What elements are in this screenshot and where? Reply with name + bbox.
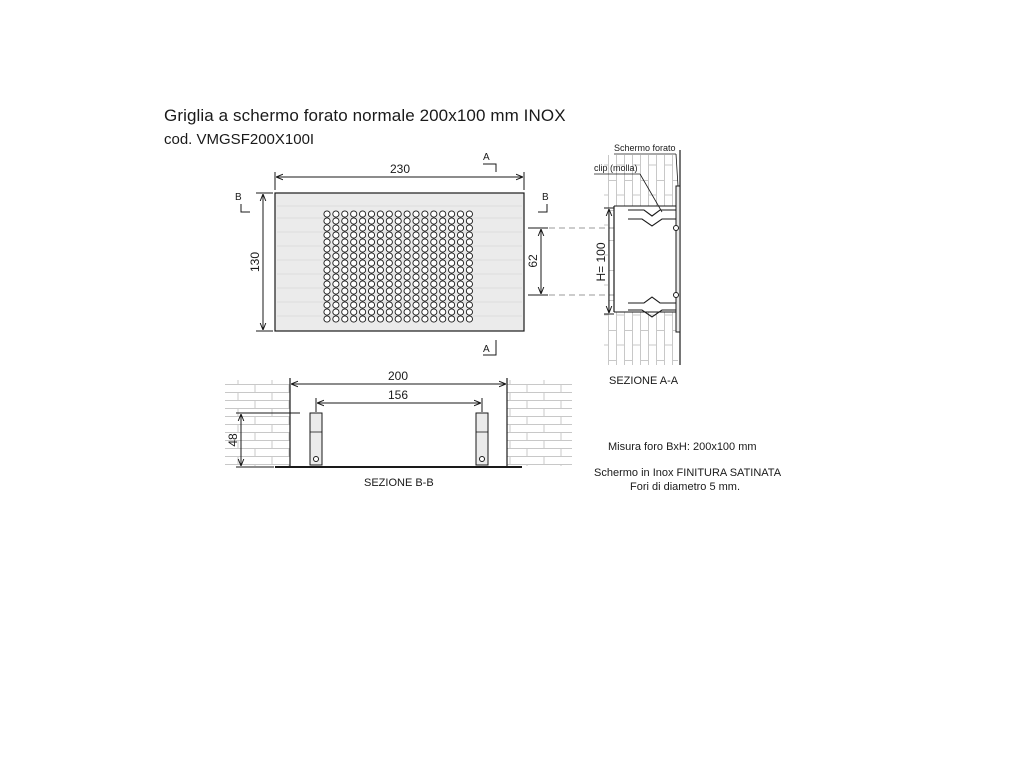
- perforation-hole: [413, 232, 419, 238]
- perforation-hole: [457, 211, 463, 217]
- section-mark-a-top: A: [483, 152, 490, 163]
- perforation-hole: [457, 281, 463, 287]
- section-bb: [225, 369, 572, 489]
- perforation-hole: [324, 274, 330, 280]
- perforation-hole: [395, 274, 401, 280]
- caption-section-aa: SEZIONE A-A: [609, 375, 679, 387]
- perforation-hole: [351, 309, 357, 315]
- perforation-hole: [395, 260, 401, 266]
- perforation-hole: [360, 260, 366, 266]
- perforation-hole: [386, 232, 392, 238]
- perforation-hole: [457, 267, 463, 273]
- perforation-hole: [466, 281, 472, 287]
- perforation-hole: [449, 225, 455, 231]
- perforation-hole: [333, 239, 339, 245]
- screen-plate: [676, 186, 680, 332]
- perforation-hole: [324, 211, 330, 217]
- perforation-hole: [351, 295, 357, 301]
- perforation-hole: [386, 225, 392, 231]
- perforation-hole: [324, 232, 330, 238]
- perforation-hole: [333, 302, 339, 308]
- perforation-hole: [342, 225, 348, 231]
- perforation-hole: [440, 316, 446, 322]
- perforation-hole: [386, 274, 392, 280]
- perforation-hole: [466, 239, 472, 245]
- perforation-hole: [395, 239, 401, 245]
- perforation-hole: [457, 246, 463, 252]
- perforation-hole: [386, 260, 392, 266]
- perforation-hole: [431, 253, 437, 259]
- perforation-hole: [466, 225, 472, 231]
- perforation-hole: [368, 246, 374, 252]
- perforation-hole: [351, 302, 357, 308]
- perforation-hole: [404, 281, 410, 287]
- perforation-hole: [360, 316, 366, 322]
- perforation-hole: [395, 281, 401, 287]
- perforation-hole: [431, 288, 437, 294]
- perforation-hole: [386, 253, 392, 259]
- perforation-hole: [324, 260, 330, 266]
- perforation-hole: [431, 267, 437, 273]
- perforation-hole: [395, 267, 401, 273]
- perforation-hole: [457, 295, 463, 301]
- perforation-hole: [351, 316, 357, 322]
- perforation-hole: [422, 316, 428, 322]
- perforation-hole: [342, 302, 348, 308]
- perforation-hole: [457, 218, 463, 224]
- perforation-hole: [431, 274, 437, 280]
- perforation-hole: [404, 288, 410, 294]
- perforation-hole: [386, 309, 392, 315]
- perforation-hole: [466, 295, 472, 301]
- perforation-hole: [386, 218, 392, 224]
- perforation-hole: [422, 267, 428, 273]
- perforation-hole: [386, 302, 392, 308]
- perforation-hole: [404, 295, 410, 301]
- perforation-hole: [368, 239, 374, 245]
- perforation-hole: [368, 232, 374, 238]
- perforation-hole: [395, 218, 401, 224]
- caption-section-bb: SEZIONE B-B: [364, 477, 434, 489]
- perforation-hole: [449, 302, 455, 308]
- perforation-hole: [342, 281, 348, 287]
- perforation-hole: [333, 288, 339, 294]
- perforation-hole: [413, 239, 419, 245]
- perforation-hole: [422, 281, 428, 287]
- perforation-hole: [449, 316, 455, 322]
- perforation-hole: [324, 253, 330, 259]
- perforation-hole: [395, 225, 401, 231]
- label-clip: clip (molla): [594, 163, 638, 173]
- perforation-hole: [324, 288, 330, 294]
- perforation-hole: [413, 218, 419, 224]
- perforation-hole: [377, 260, 383, 266]
- perforation-hole: [342, 211, 348, 217]
- perforation-hole: [413, 253, 419, 259]
- perforation-hole: [368, 309, 374, 315]
- perforation-hole: [404, 239, 410, 245]
- perforation-hole: [422, 309, 428, 315]
- notes: [594, 441, 782, 493]
- perforation-hole: [404, 302, 410, 308]
- perforation-hole: [351, 281, 357, 287]
- perforation-hole: [368, 281, 374, 287]
- perforation-hole: [404, 246, 410, 252]
- perforation-hole: [342, 267, 348, 273]
- perforation-hole: [360, 274, 366, 280]
- perforation-hole: [457, 288, 463, 294]
- perforation-hole: [324, 281, 330, 287]
- product-code: cod. VMGSF200X100I: [164, 131, 315, 148]
- perforation-hole: [333, 232, 339, 238]
- perforation-hole: [404, 309, 410, 315]
- perforation-hole: [431, 281, 437, 287]
- perforation-hole: [440, 232, 446, 238]
- perforation-hole: [466, 309, 472, 315]
- perforation-hole: [377, 246, 383, 252]
- perforation-hole: [422, 253, 428, 259]
- perforation-hole: [377, 274, 383, 280]
- perforation-hole: [333, 218, 339, 224]
- section-aa: [594, 143, 680, 387]
- perforation-hole: [351, 267, 357, 273]
- perforation-hole: [457, 253, 463, 259]
- perforation-hole: [404, 225, 410, 231]
- dim-h-label: H= 100: [594, 242, 608, 282]
- perforation-hole: [368, 316, 374, 322]
- perforation-hole: [324, 302, 330, 308]
- wall-brick-right: [507, 380, 572, 466]
- perforation-hole: [342, 253, 348, 259]
- perforation-hole: [360, 281, 366, 287]
- perforation-hole: [386, 295, 392, 301]
- perforation-hole: [360, 225, 366, 231]
- perforation-hole: [440, 302, 446, 308]
- perforation-hole: [457, 309, 463, 315]
- perforation-hole: [449, 239, 455, 245]
- perforation-hole: [360, 302, 366, 308]
- perforation-hole: [360, 211, 366, 217]
- dim-inner-label: 62: [526, 254, 540, 268]
- perforation-hole: [413, 281, 419, 287]
- perforation-hole: [351, 246, 357, 252]
- perforation-hole: [449, 232, 455, 238]
- perforation-hole: [422, 246, 428, 252]
- perforation-hole: [449, 211, 455, 217]
- perforation-hole: [395, 211, 401, 217]
- perforation-hole: [377, 316, 383, 322]
- perforation-hole: [457, 239, 463, 245]
- perforation-hole: [351, 218, 357, 224]
- label-screen: Schermo forato: [614, 143, 676, 153]
- perforation-hole: [368, 302, 374, 308]
- perforation-hole: [360, 288, 366, 294]
- perforation-hole: [368, 211, 374, 217]
- perforation-hole: [333, 295, 339, 301]
- section-mark-b-left: B: [235, 192, 242, 203]
- perforation-hole: [386, 211, 392, 217]
- perforation-hole: [431, 260, 437, 266]
- perforation-hole: [404, 253, 410, 259]
- perforation-hole: [360, 295, 366, 301]
- perforation-hole: [449, 218, 455, 224]
- perforation-hole: [466, 274, 472, 280]
- perforation-hole: [413, 267, 419, 273]
- perforation-hole: [440, 260, 446, 266]
- perforation-hole: [351, 253, 357, 259]
- perforation-hole: [351, 232, 357, 238]
- perforation-hole: [386, 267, 392, 273]
- perforation-hole: [413, 246, 419, 252]
- perforation-hole: [440, 218, 446, 224]
- perforation-hole: [377, 211, 383, 217]
- perforation-hole: [368, 260, 374, 266]
- perforation-hole: [386, 316, 392, 322]
- perforation-hole: [422, 218, 428, 224]
- wall-brick-left: [225, 380, 290, 466]
- section-mark-a-bottom: A: [483, 344, 490, 355]
- perforation-hole: [324, 239, 330, 245]
- perforation-hole: [377, 225, 383, 231]
- perforation-hole: [466, 253, 472, 259]
- perforation-hole: [413, 295, 419, 301]
- section-mark-b-right: B: [542, 192, 549, 203]
- perforation-hole: [440, 281, 446, 287]
- perforation-hole: [466, 267, 472, 273]
- perforation-hole: [360, 218, 366, 224]
- perforation-hole: [466, 246, 472, 252]
- perforation-hole: [360, 309, 366, 315]
- perforation-hole: [342, 260, 348, 266]
- perforation-hole: [449, 246, 455, 252]
- perforation-hole: [324, 225, 330, 231]
- perforation-hole: [457, 225, 463, 231]
- perforation-hole: [377, 232, 383, 238]
- perforation-hole: [431, 225, 437, 231]
- perforation-hole: [422, 288, 428, 294]
- perforation-hole: [422, 232, 428, 238]
- note-hole-size: Misura foro BxH: 200x100 mm: [608, 441, 757, 453]
- perforation-hole: [466, 288, 472, 294]
- perforation-hole: [466, 218, 472, 224]
- drawing-title: Griglia a schermo forato normale 200x100 mm INOX: [164, 106, 566, 125]
- perforation-hole: [422, 274, 428, 280]
- perforation-hole: [395, 309, 401, 315]
- perforation-hole: [351, 288, 357, 294]
- perforation-hole: [333, 246, 339, 252]
- perforation-hole: [457, 302, 463, 308]
- perforation-hole: [413, 288, 419, 294]
- perforation-hole: [440, 267, 446, 273]
- dim-depth-label: 48: [226, 433, 240, 447]
- perforation-hole: [351, 225, 357, 231]
- perforation-hole: [449, 309, 455, 315]
- perforation-hole: [342, 218, 348, 224]
- perforation-hole: [413, 211, 419, 217]
- perforation-hole: [422, 225, 428, 231]
- perforation-hole: [351, 211, 357, 217]
- perforation-hole: [351, 274, 357, 280]
- perforation-hole: [431, 239, 437, 245]
- perforation-hole: [440, 274, 446, 280]
- perforation-hole: [449, 253, 455, 259]
- perforation-hole: [368, 295, 374, 301]
- perforation-hole: [377, 302, 383, 308]
- perforation-hole: [324, 246, 330, 252]
- perforation-hole: [386, 281, 392, 287]
- perforation-hole: [386, 239, 392, 245]
- perforation-hole: [342, 239, 348, 245]
- perforation-hole: [324, 218, 330, 224]
- perforation-hole: [404, 267, 410, 273]
- perforation-hole: [377, 295, 383, 301]
- perforation-hole: [324, 295, 330, 301]
- perforation-hole: [413, 309, 419, 315]
- perforation-hole: [368, 274, 374, 280]
- perforation-hole: [431, 316, 437, 322]
- perforation-hole: [440, 253, 446, 259]
- perforation-hole: [368, 288, 374, 294]
- perforation-hole: [395, 295, 401, 301]
- perforation-hole: [395, 288, 401, 294]
- perforation-hole: [440, 288, 446, 294]
- perforation-hole: [440, 211, 446, 217]
- perforation-hole: [404, 274, 410, 280]
- perforation-hole: [333, 281, 339, 287]
- perforation-hole: [386, 288, 392, 294]
- perforation-hole: [333, 225, 339, 231]
- perforation-hole: [342, 316, 348, 322]
- perforation-hole: [324, 309, 330, 315]
- perforation-hole: [377, 239, 383, 245]
- perforation-hole: [466, 316, 472, 322]
- perforation-hole: [360, 239, 366, 245]
- perforation-hole: [395, 232, 401, 238]
- perforation-hole: [422, 211, 428, 217]
- perforation-hole: [333, 309, 339, 315]
- perforation-hole: [431, 302, 437, 308]
- perforation-hole: [395, 253, 401, 259]
- dim-height-label: 130: [248, 251, 262, 273]
- perforation-hole: [377, 288, 383, 294]
- perforation-hole: [377, 253, 383, 259]
- dim-outer-label: 200: [387, 369, 409, 383]
- perforation-hole: [351, 260, 357, 266]
- perforation-hole: [449, 274, 455, 280]
- perforation-hole: [440, 295, 446, 301]
- perforation-hole: [368, 225, 374, 231]
- dim-inner-bb-label: 156: [387, 388, 409, 402]
- perforation-hole: [431, 232, 437, 238]
- perforation-hole: [395, 246, 401, 252]
- perforation-hole: [404, 218, 410, 224]
- perforation-hole: [395, 316, 401, 322]
- perforation-hole: [342, 274, 348, 280]
- perforation-hole: [440, 246, 446, 252]
- perforation-hole: [342, 288, 348, 294]
- perforation-hole: [413, 274, 419, 280]
- perforation-hole: [431, 218, 437, 224]
- perforation-hole: [404, 232, 410, 238]
- dim-width-label: 230: [389, 162, 411, 176]
- perforation-hole: [324, 267, 330, 273]
- perforation-hole: [333, 211, 339, 217]
- perforation-hole: [368, 218, 374, 224]
- perforation-hole: [342, 246, 348, 252]
- perforation-hole: [422, 295, 428, 301]
- perforation-hole: [324, 316, 330, 322]
- perforation-hole: [457, 316, 463, 322]
- perforation-hole: [368, 253, 374, 259]
- perforation-hole: [457, 232, 463, 238]
- perforation-hole: [404, 211, 410, 217]
- perforation-hole: [342, 309, 348, 315]
- perforation-hole: [404, 260, 410, 266]
- note-hole-diameter: Fori di diametro 5 mm.: [630, 481, 741, 493]
- perforation-hole: [342, 295, 348, 301]
- perforation-hole: [422, 302, 428, 308]
- perforation-hole: [431, 309, 437, 315]
- perforation-hole: [377, 218, 383, 224]
- perforation-hole: [466, 302, 472, 308]
- perforation-hole: [466, 260, 472, 266]
- perforation-hole: [333, 316, 339, 322]
- perforation-hole: [466, 211, 472, 217]
- perforation-hole: [413, 316, 419, 322]
- perforation-hole: [449, 295, 455, 301]
- perforation-hole: [342, 232, 348, 238]
- perforation-hole: [351, 239, 357, 245]
- perforation-hole: [404, 316, 410, 322]
- perforation-hole: [333, 267, 339, 273]
- perforation-hole: [360, 253, 366, 259]
- perforation-hole: [431, 211, 437, 217]
- perforation-hole: [466, 232, 472, 238]
- perforation-hole: [333, 253, 339, 259]
- perforation-hole: [360, 267, 366, 273]
- perforation-hole: [395, 302, 401, 308]
- perforation-hole: [422, 260, 428, 266]
- perforation-hole: [360, 232, 366, 238]
- perforation-hole: [333, 274, 339, 280]
- perforation-hole: [377, 267, 383, 273]
- perforation-hole: [413, 302, 419, 308]
- perforation-hole: [368, 267, 374, 273]
- perforation-hole: [413, 260, 419, 266]
- perforation-hole: [457, 274, 463, 280]
- perforation-hole: [440, 239, 446, 245]
- perforation-hole: [431, 246, 437, 252]
- perforation-hole: [413, 225, 419, 231]
- perforation-hole: [431, 295, 437, 301]
- perforation-hole: [333, 260, 339, 266]
- perforation-hole: [449, 281, 455, 287]
- perforation-hole: [449, 260, 455, 266]
- perforation-hole: [377, 309, 383, 315]
- perforation-hole: [440, 225, 446, 231]
- perforation-hole: [377, 281, 383, 287]
- perforation-hole: [457, 260, 463, 266]
- note-material: Schermo in Inox FINITURA SATINATA: [594, 467, 782, 479]
- perforation-hole: [449, 288, 455, 294]
- perforation-hole: [360, 246, 366, 252]
- perforation-hole: [449, 267, 455, 273]
- perforation-hole: [386, 246, 392, 252]
- perforation-hole: [422, 239, 428, 245]
- perforation-hole: [440, 309, 446, 315]
